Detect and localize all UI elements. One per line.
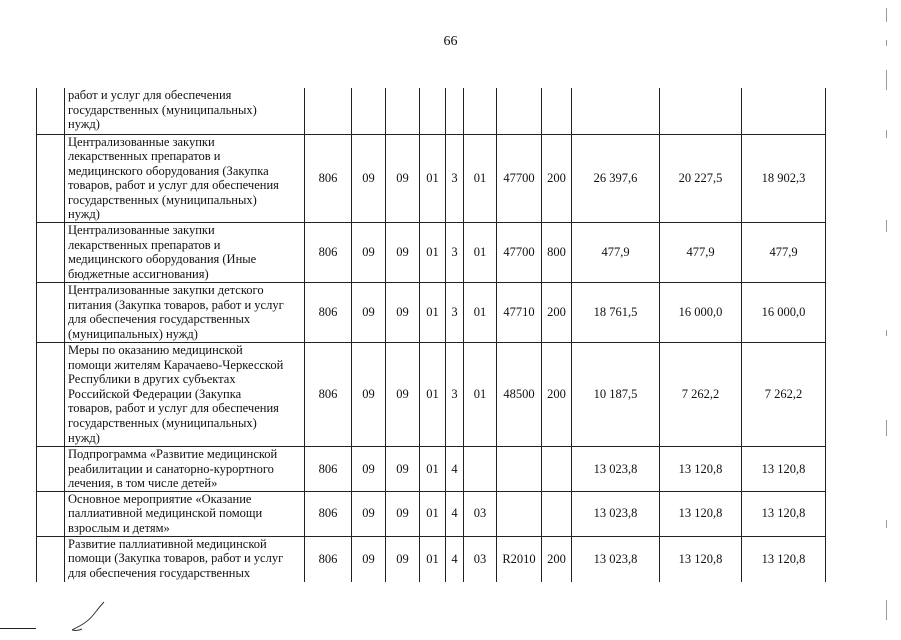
row-name-line: (муниципальных) нужд) [68, 326, 198, 341]
section-code-cell [352, 88, 386, 134]
blank-cell [37, 343, 65, 447]
blank-cell [37, 283, 65, 343]
subsection-code-cell: 09 [386, 343, 420, 447]
expense-type-code-cell: 200 [542, 134, 572, 223]
row-name-line: Централизованные закупки детского [68, 283, 264, 298]
row-name-line: реабилитации и санаторно-курортного [68, 461, 274, 476]
amount-year-3-cell: 7 262,2 [742, 343, 826, 447]
row-name-line: работ и услуг для обеспечения [68, 88, 232, 102]
amount-year-2-cell: 477,9 [660, 223, 742, 283]
blank-cell [37, 447, 65, 492]
table-row [37, 134, 826, 223]
subsection-code-cell: 09 [386, 223, 420, 283]
subprogram-code-cell: 4 [446, 447, 464, 492]
direction-code-cell [497, 88, 542, 134]
row-name-line: лекарственных препаратов и [68, 237, 221, 252]
admin-code-cell: 806 [305, 536, 352, 582]
admin-code-cell: 806 [305, 134, 352, 223]
section-code-cell: 09 [352, 134, 386, 223]
program-code-cell: 01 [420, 536, 446, 582]
row-name-line: Российской Федерации (Закупка [68, 386, 242, 401]
row-name-line: помощи жителям Карачаево-Черкесской [68, 357, 284, 372]
blank-cell [37, 88, 65, 134]
budget-table-body [37, 88, 826, 582]
row-name-line: Меры по оказанию медицинской [68, 343, 243, 358]
measure-code-cell: 03 [464, 491, 497, 536]
amount-year-1-cell: 26 397,6 [572, 134, 660, 223]
expense-type-code-cell [542, 88, 572, 134]
amount-year-1-cell: 13 023,8 [572, 447, 660, 492]
amount-year-2-cell: 16 000,0 [660, 283, 742, 343]
amount-year-3-cell: 13 120,8 [742, 536, 826, 582]
subsection-code-cell: 09 [386, 491, 420, 536]
table-row [37, 343, 826, 447]
section-code-cell: 09 [352, 223, 386, 283]
row-name-line: товаров, работ и услуг для обеспечения [68, 178, 279, 193]
row-name-line: для обеспечения государственных [68, 312, 251, 327]
direction-code-cell: R2010 [497, 536, 542, 582]
table-row [37, 283, 826, 343]
expense-type-code-cell: 200 [542, 536, 572, 582]
amount-year-2-cell [660, 88, 742, 134]
table-row [37, 536, 826, 582]
subprogram-code-cell: 3 [446, 134, 464, 223]
amount-year-1-cell: 18 761,5 [572, 283, 660, 343]
expense-type-code-cell: 800 [542, 223, 572, 283]
row-name-line: паллиативной медицинской помощи [68, 506, 263, 521]
admin-code-cell: 806 [305, 223, 352, 283]
row-name-line: нужд) [68, 207, 100, 222]
measure-code-cell: 01 [464, 223, 497, 283]
row-name-line: товаров, работ и услуг для обеспечения [68, 401, 279, 416]
subprogram-code-cell: 3 [446, 343, 464, 447]
row-name-line: бюджетные ассигнования) [68, 266, 209, 281]
subprogram-code-cell [446, 88, 464, 134]
measure-code-cell: 01 [464, 343, 497, 447]
section-code-cell: 09 [352, 491, 386, 536]
table-row [37, 447, 826, 492]
signature-mark [70, 600, 110, 634]
blank-cell [37, 134, 65, 223]
row-name-cell [65, 536, 305, 582]
row-name-line: лекарственных препаратов и [68, 149, 221, 164]
amount-year-1-cell: 13 023,8 [572, 491, 660, 536]
row-name-line: взрослым и детям» [68, 521, 170, 536]
amount-year-2-cell: 13 120,8 [660, 536, 742, 582]
row-name-line: нужд) [68, 430, 100, 445]
row-name-line: медицинского оборудования (Иные [68, 252, 257, 267]
section-code-cell: 09 [352, 536, 386, 582]
blank-cell [37, 223, 65, 283]
row-name-line: государственных (муниципальных) [68, 192, 257, 207]
row-name-line: медицинского оборудования (Закупка [68, 163, 269, 178]
row-name-line: Подпрограмма «Развитие медицинской [68, 447, 278, 462]
amount-year-3-cell: 13 120,8 [742, 491, 826, 536]
row-name-cell [65, 491, 305, 536]
amount-year-3-cell: 16 000,0 [742, 283, 826, 343]
subprogram-code-cell: 3 [446, 283, 464, 343]
subsection-code-cell [386, 88, 420, 134]
row-name-line: нужд) [68, 117, 100, 132]
measure-code-cell: 01 [464, 134, 497, 223]
row-name-line: лечения, в том числе детей» [68, 476, 218, 491]
amount-year-2-cell: 7 262,2 [660, 343, 742, 447]
row-name-line: Централизованные закупки [68, 134, 215, 149]
amount-year-3-cell: 18 902,3 [742, 134, 826, 223]
amount-year-3-cell [742, 88, 826, 134]
direction-code-cell: 48500 [497, 343, 542, 447]
scan-edge-mark [886, 0, 887, 640]
direction-code-cell: 47700 [497, 223, 542, 283]
table-row [37, 491, 826, 536]
row-name-line: государственных (муниципальных) [68, 102, 257, 117]
program-code-cell: 01 [420, 343, 446, 447]
measure-code-cell: 01 [464, 283, 497, 343]
blank-cell [37, 491, 65, 536]
amount-year-3-cell: 477,9 [742, 223, 826, 283]
table-row [37, 88, 826, 134]
program-code-cell [420, 88, 446, 134]
page-number: 66 [443, 34, 458, 49]
table-row [37, 223, 826, 283]
budget-table [36, 88, 826, 582]
blank-cell [37, 536, 65, 582]
admin-code-cell: 806 [305, 343, 352, 447]
program-code-cell: 01 [420, 447, 446, 492]
amount-year-3-cell: 13 120,8 [742, 447, 826, 492]
row-name-line: питания (Закупка товаров, работ и услуг [68, 297, 284, 312]
measure-code-cell [464, 88, 497, 134]
measure-code-cell: 03 [464, 536, 497, 582]
subsection-code-cell: 09 [386, 447, 420, 492]
subsection-code-cell: 09 [386, 536, 420, 582]
row-name-line: Основное мероприятие «Оказание [68, 491, 252, 506]
amount-year-2-cell: 13 120,8 [660, 491, 742, 536]
expense-type-code-cell: 200 [542, 343, 572, 447]
row-name-line: Республики в других субъектах [68, 372, 236, 387]
program-code-cell: 01 [420, 491, 446, 536]
program-code-cell: 01 [420, 283, 446, 343]
row-name-line: Централизованные закупки [68, 223, 215, 238]
subprogram-code-cell: 4 [446, 491, 464, 536]
expense-type-code-cell [542, 491, 572, 536]
amount-year-1-cell [572, 88, 660, 134]
subsection-code-cell: 09 [386, 283, 420, 343]
section-code-cell: 09 [352, 343, 386, 447]
subsection-code-cell: 09 [386, 134, 420, 223]
row-name-line: помощи (Закупка товаров, работ и услуг [68, 551, 284, 566]
amount-year-1-cell: 10 187,5 [572, 343, 660, 447]
row-name-cell [65, 283, 305, 343]
amount-year-2-cell: 20 227,5 [660, 134, 742, 223]
section-code-cell: 09 [352, 283, 386, 343]
row-name-cell [65, 88, 305, 134]
row-name-cell [65, 447, 305, 492]
direction-code-cell [497, 447, 542, 492]
section-code-cell: 09 [352, 447, 386, 492]
amount-year-1-cell: 13 023,8 [572, 536, 660, 582]
admin-code-cell: 806 [305, 283, 352, 343]
admin-code-cell: 806 [305, 447, 352, 492]
row-name-cell [65, 343, 305, 447]
admin-code-cell [305, 88, 352, 134]
amount-year-1-cell: 477,9 [572, 223, 660, 283]
expense-type-code-cell: 200 [542, 283, 572, 343]
direction-code-cell: 47700 [497, 134, 542, 223]
admin-code-cell: 806 [305, 491, 352, 536]
row-name-line: государственных (муниципальных) [68, 416, 257, 431]
direction-code-cell [497, 491, 542, 536]
row-name-cell [65, 134, 305, 223]
signature-line [0, 628, 36, 629]
subprogram-code-cell: 3 [446, 223, 464, 283]
measure-code-cell [464, 447, 497, 492]
program-code-cell: 01 [420, 223, 446, 283]
row-name-line: Развитие паллиативной медицинской [68, 536, 267, 551]
subprogram-code-cell: 4 [446, 536, 464, 582]
row-name-line: для обеспечения государственных [68, 565, 251, 580]
row-name-cell [65, 223, 305, 283]
expense-type-code-cell [542, 447, 572, 492]
program-code-cell: 01 [420, 134, 446, 223]
amount-year-2-cell: 13 120,8 [660, 447, 742, 492]
direction-code-cell: 47710 [497, 283, 542, 343]
